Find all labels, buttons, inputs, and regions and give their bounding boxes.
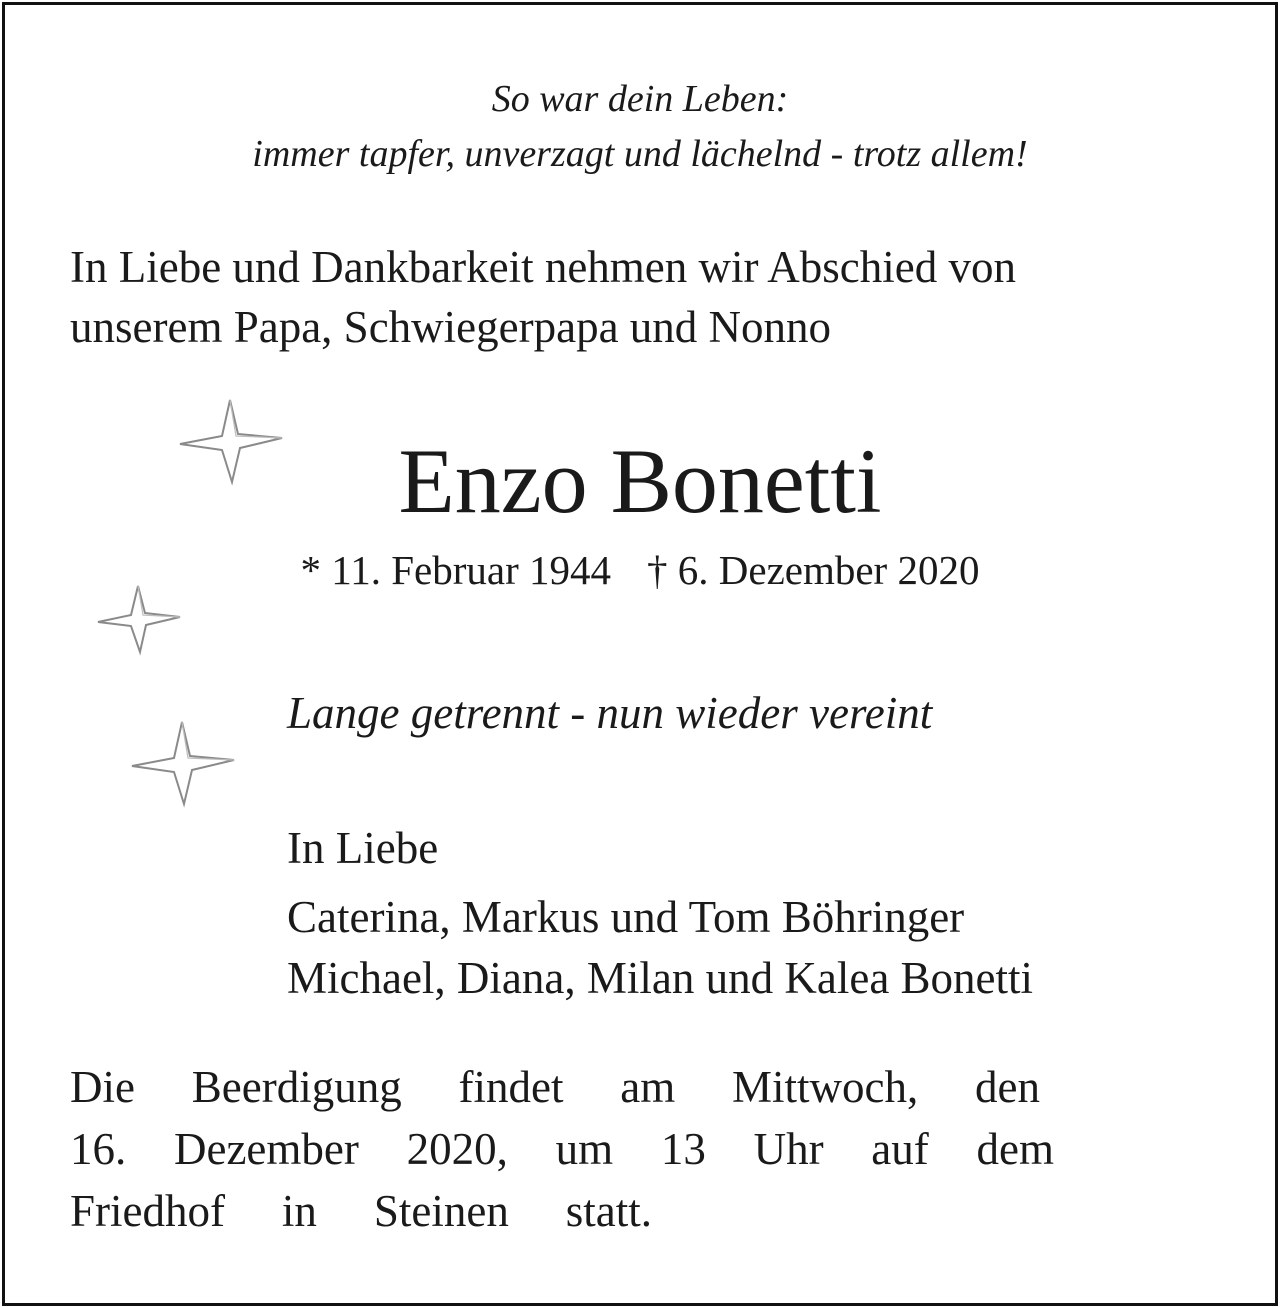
intro-line-1: In Liebe und Dankbarkeit nehmen wir Abschied von xyxy=(70,242,1016,292)
funeral-details xyxy=(70,1056,1054,1242)
mourners-intro: In Liebe xyxy=(287,823,439,873)
death-date: † 6. Dezember 2020 xyxy=(647,547,980,593)
motto-line-2: immer tapfer, unverzagt und lächelnd - trotz allem! xyxy=(252,133,1028,175)
funeral-line-2: 16. Dezember 2020, um 13 Uhr auf dem xyxy=(70,1124,1054,1174)
deceased-name: Enzo Bonetti xyxy=(398,430,882,532)
mourners-family-1: Caterina, Markus und Tom Böhringer xyxy=(287,892,965,942)
mourners-family-2: Michael, Diana, Milan und Kalea Bonetti xyxy=(287,953,1034,1003)
birth-date: * 11. Februar 1944 xyxy=(300,547,612,593)
star-icon xyxy=(128,718,236,810)
life-dates xyxy=(0,545,1280,595)
memorial-quote: Lange getrennt - nun wieder vereint xyxy=(287,688,933,738)
motto-line-1: So war dein Leben: xyxy=(491,78,789,120)
funeral-line-3: Friedhof in Steinen statt. xyxy=(70,1186,652,1236)
funeral-line-1: Die Beerdigung findet am Mittwoch, den xyxy=(70,1062,1040,1112)
intro-line-2: unserem Papa, Schwiegerpapa und Nonno xyxy=(70,302,832,352)
